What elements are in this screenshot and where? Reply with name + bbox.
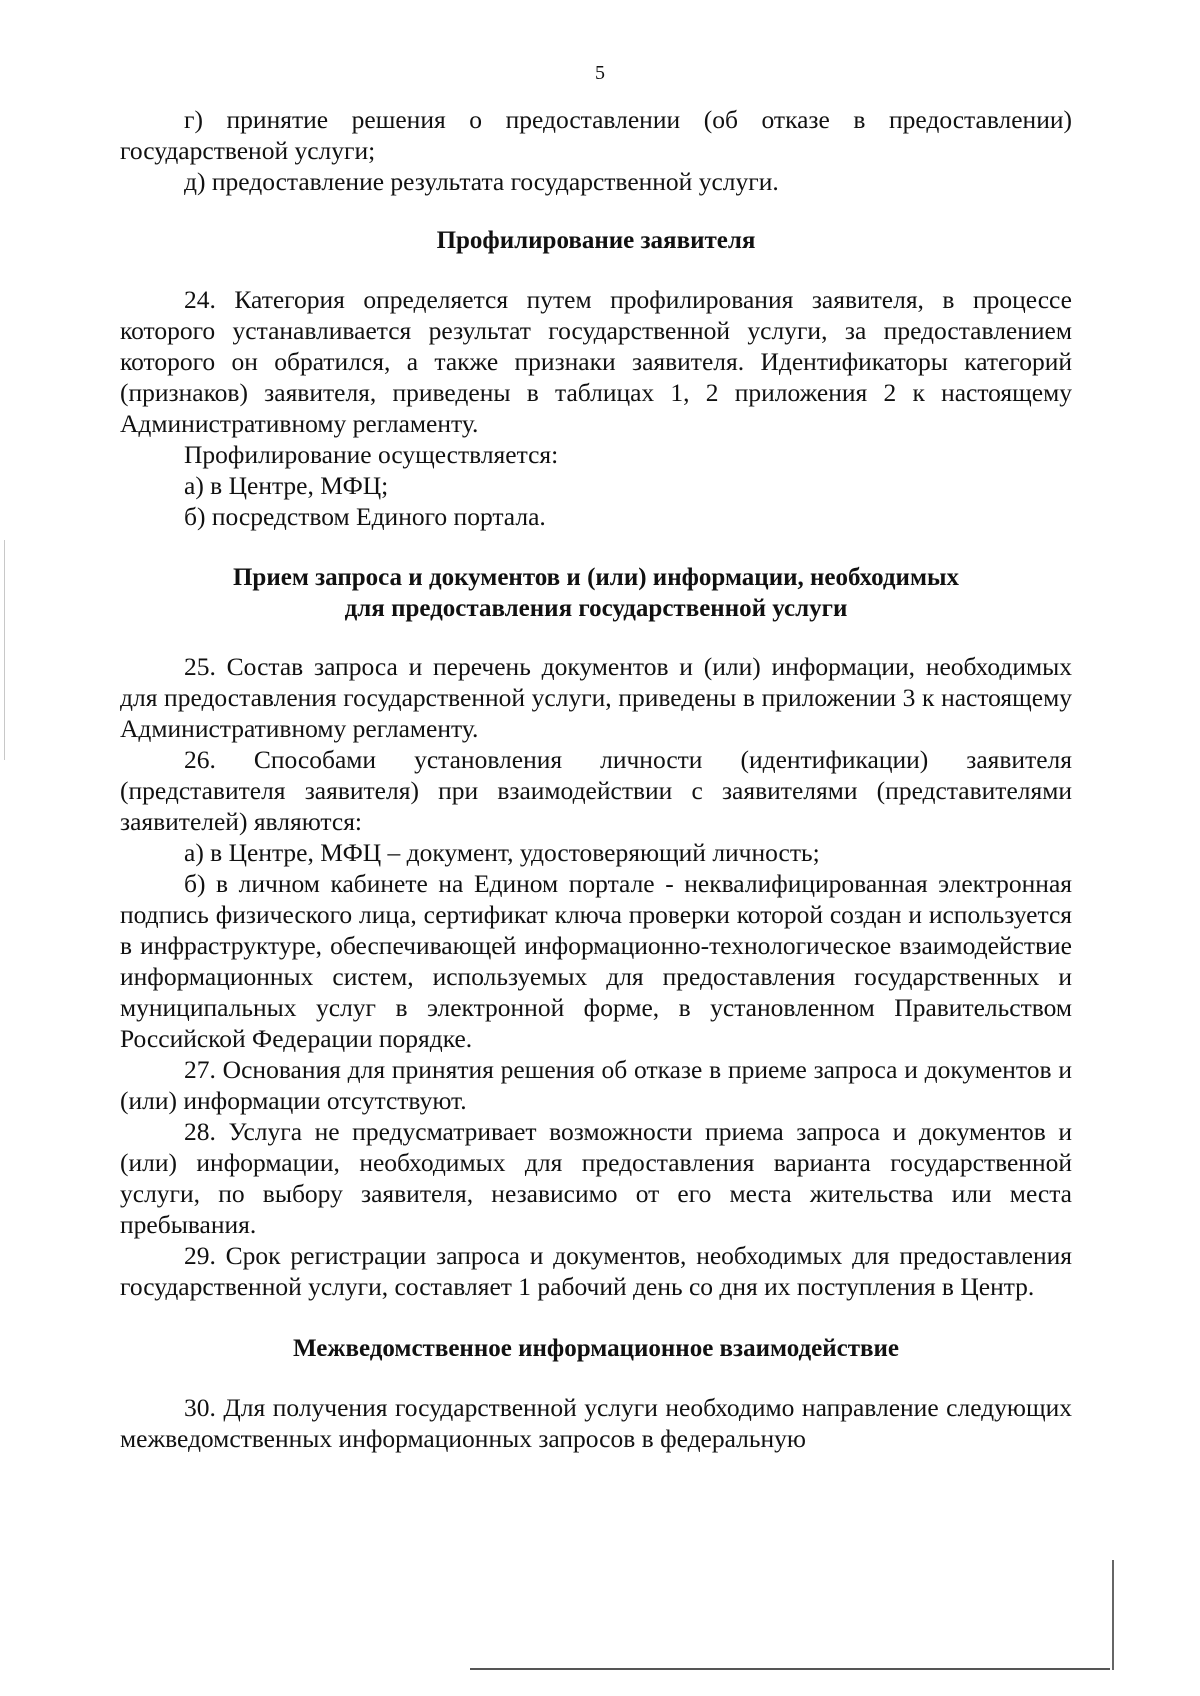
scan-right-edge <box>1112 1560 1114 1670</box>
section-heading-interagency: Межведомственное информационное взаимодействие <box>293 1335 899 1362</box>
section-heading-request-intake <box>120 562 1072 624</box>
paragraph-26: 26. Способами установления личности (идентификации) заявителя (представителя заявителя) при взаимодействии с заявителями (представителями заявителей) являются: <box>120 745 1072 836</box>
profiling-item-b: б) посредством Единого портала. <box>184 502 546 531</box>
paragraph-29: 29. Срок регистрации запроса и документов, необходимых для предоставления государственной услуги, составляет 1 рабочий день со дня их поступления в Центр. <box>120 1241 1072 1301</box>
paragraph-25: 25. Состав запроса и перечень документов и (или) информации, необходимых для предоставления государственной услуги, приведены в приложении 3 к настоящему Административному регламенту. <box>120 652 1072 743</box>
paragraph-24: 24. Категория определяется путем профилирования заявителя, в процессе которого устанавливается результат государственной услуги, за предоставлением которого он обратился, а также признаки заявителя. Идентификаторы категорий (признаков) заявителя, приведены в таблицах 1, 2 приложения 2 к настоящему Административному регламенту. <box>120 285 1072 438</box>
heading-line-1: Прием запроса и документов и (или) информации, необходимых <box>232 564 959 591</box>
page-number: 5 <box>595 62 605 84</box>
paragraph-28: 28. Услуга не предусматривает возможности приема запроса и документов и (или) информации, необходимых для предоставления варианта государственной услуги, по выбору заявителя, независимо от его места жительства или места пребывания. <box>120 1117 1072 1239</box>
paragraph-27: 27. Основания для принятия решения об отказе в приеме запроса и документов и (или) информации отсутствуют. <box>120 1055 1072 1115</box>
scan-margin-line <box>4 540 5 760</box>
document-body <box>120 104 1072 1454</box>
profiling-item-a: а) в Центре, МФЦ; <box>184 471 389 500</box>
heading-line-2: для предоставления государственной услуги <box>344 595 848 622</box>
paragraph-30: 30. Для получения государственной услуги необходимо направление следующих межведомственных информационных запросов в федеральную <box>120 1393 1072 1453</box>
continuation-item-d: д) предоставление результата государственной услуги. <box>184 167 779 196</box>
identification-item-b: б) в личном кабинете на Едином портале - неквалифицированная электронная подпись физического лица, сертификат ключа проверки которой создан и используется в инфраструктуре, обеспечивающей информационно-технологическое взаимодействие информационных систем, используемых для предоставления государственных и муниципальных услуг в электронной форме, в установленном Правительством Российской Федерации порядке. <box>120 869 1072 1053</box>
profiling-intro: Профилирование осуществляется: <box>184 440 559 469</box>
identification-item-a: а) в Центре, МФЦ – документ, удостоверяющий личность; <box>184 838 820 867</box>
section-heading-profiling: Профилирование заявителя <box>436 227 756 254</box>
scan-bottom-edge <box>470 1668 1110 1670</box>
continuation-item-g: г) принятие решения о предоставлении (об отказе в предоставлении) государственой услуги; <box>120 105 1072 165</box>
